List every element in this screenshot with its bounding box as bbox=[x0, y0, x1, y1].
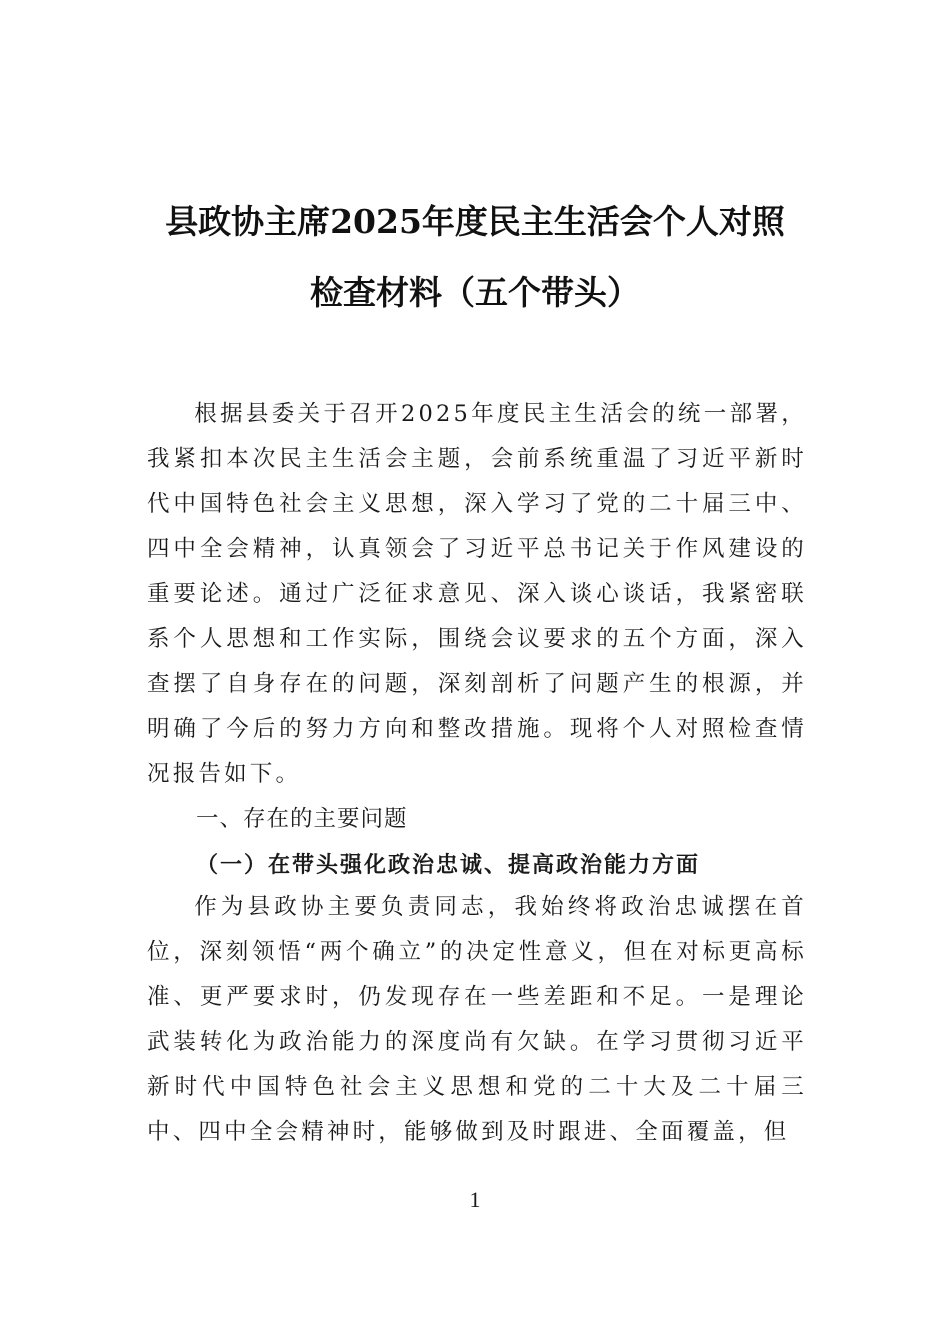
page-number: 1 bbox=[469, 1187, 481, 1212]
subsection-paragraph: 作为县政协主要负责同志，我始终将政治忠诚摆在首位，深刻领悟“两个确立”的决定性意义，但在对标更高标准、更严要求时，仍发现存在一些差距和不足。一是理论武装转化为政治能力的深度尚有欠缺。在学习贯彻习近平新时代中国特色社会主义思想和党的二十大及二十届三中、四中全会精神时，能够做到及时跟进、全面覆盖，但 bbox=[147, 894, 807, 1145]
intro-paragraph: 根据县委关于召开2025年度民主生活会的统一部署，我紧扣本次民主生活会主题，会前系统重温了习近平新时代中国特色社会主义思想，深入学习了党的二十届三中、四中全会精神，认真领会了习近平总书记关于作风建设的重要论述。通过广泛征求意见、深入谈心谈话，我紧密联系个人思想和工作实际，围绕会议要求的五个方面，深入查摆了自身存在的问题，深刻剖析了问题产生的根源，并明确了今后的努力方向和整改措施。现将个人对照检查情况报告如下。 bbox=[147, 401, 807, 787]
document-title-line-2: 检查材料（五个带头） bbox=[310, 273, 640, 312]
section-heading-problems: 一、存在的主要问题 bbox=[196, 806, 408, 832]
document-title-line-1: 县政协主席2025年度民主生活会个人对照 bbox=[165, 202, 785, 241]
subsection-heading-political-loyalty: （一）在带头强化政治忠诚、提高政治能力方面 bbox=[196, 852, 701, 878]
